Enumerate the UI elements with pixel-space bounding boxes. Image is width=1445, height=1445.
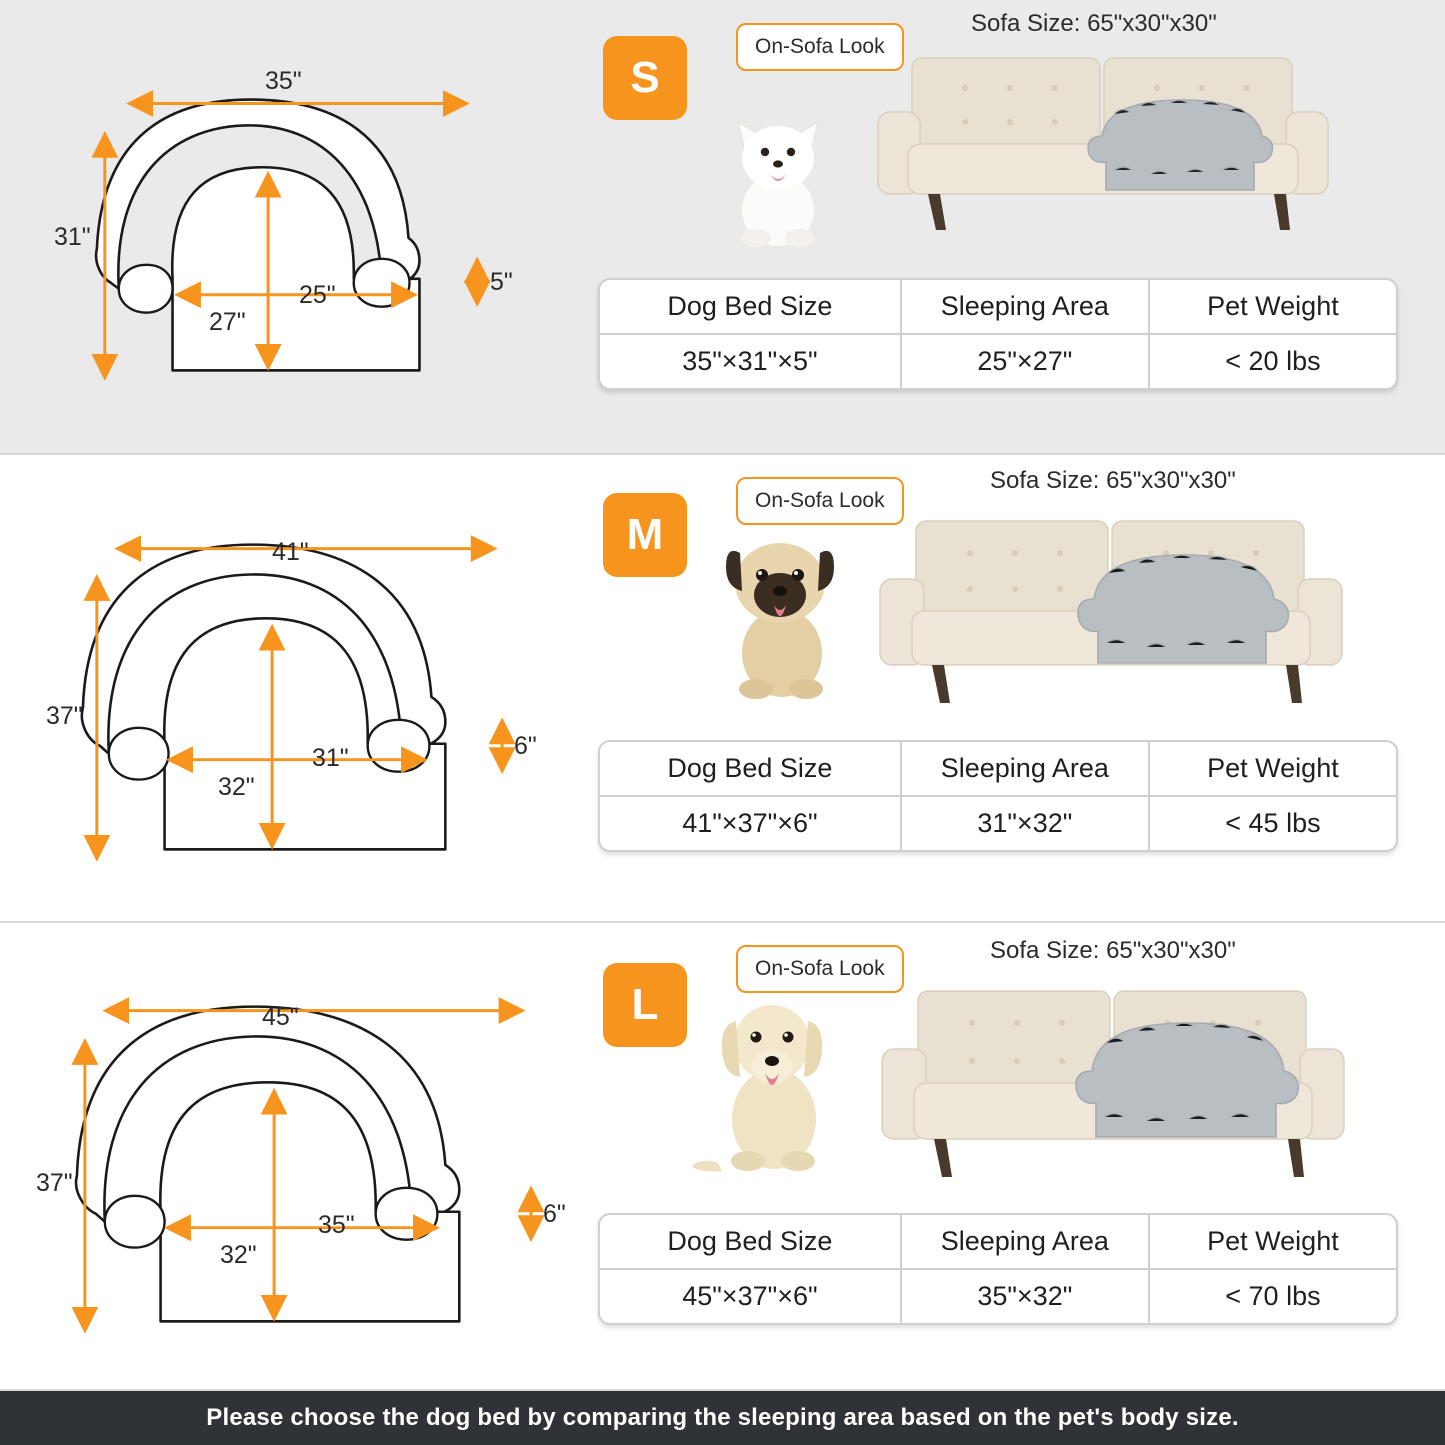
product-pane-large (590, 923, 1445, 1389)
header-dog-bed-size: Dog Bed Size (600, 280, 902, 333)
value-pet-weight: < 70 lbs (1225, 1281, 1321, 1311)
dim-bolster-medium: 6" (514, 732, 537, 760)
pomeranian-dog-icon (718, 100, 838, 250)
dim-inner-width-small: 25" (299, 281, 336, 309)
product-pane-medium (590, 455, 1445, 921)
dim-width-large: 45" (262, 1003, 299, 1031)
sofa-size-label-small: Sofa Size: 65"x30"x30" (971, 10, 1217, 37)
header-sleeping-area: Sleeping Area (902, 280, 1150, 333)
header-pet-weight: Pet Weight (1207, 1226, 1339, 1256)
bed-diagram-large (0, 923, 590, 1389)
size-badge-small: S (603, 36, 687, 120)
table-row (600, 1270, 1396, 1323)
dim-bolster-large: 6" (543, 1200, 566, 1228)
value-pet-weight: < 45 lbs (1225, 808, 1321, 838)
header-sleeping-area: Sleeping Area (902, 1215, 1150, 1268)
dim-height-large: 37" (36, 1169, 73, 1197)
size-row-small (0, 0, 1445, 455)
value-sleeping-area: 25"×27" (902, 335, 1150, 388)
dim-inner-width-medium: 31" (312, 744, 349, 772)
value-pet-weight: < 20 lbs (1225, 346, 1321, 376)
header-pet-weight: Pet Weight (1207, 291, 1339, 321)
header-pet-weight: Pet Weight (1207, 753, 1339, 783)
pug-dog-icon (700, 523, 860, 703)
dim-width-medium: 41" (272, 538, 309, 566)
product-pane-small (590, 0, 1445, 453)
sofa-size-label-large: Sofa Size: 65"x30"x30" (990, 937, 1236, 964)
dim-height-medium: 37" (46, 702, 83, 730)
header-dog-bed-size: Dog Bed Size (600, 1215, 902, 1268)
sofa-with-bed-small (870, 40, 1360, 240)
dim-width-small: 35" (265, 67, 302, 95)
spec-table-large (598, 1213, 1398, 1325)
bed-diagram-medium (0, 455, 590, 921)
spec-table-small (598, 278, 1398, 390)
sofa-with-bed-medium (872, 503, 1372, 713)
dim-inner-width-large: 35" (318, 1211, 355, 1239)
spec-table-medium (598, 740, 1398, 852)
bed-diagram-pane-medium (0, 455, 590, 921)
table-header-row (600, 1215, 1396, 1270)
size-row-medium (0, 455, 1445, 923)
value-dog-bed-size: 45"×37"×6" (600, 1270, 902, 1323)
on-sofa-look-label-small: On-Sofa Look (736, 23, 904, 71)
value-sleeping-area: 31"×32" (902, 797, 1150, 850)
header-sleeping-area: Sleeping Area (902, 742, 1150, 795)
on-sofa-look-label-large: On-Sofa Look (736, 945, 904, 993)
bed-diagram-pane-large (0, 923, 590, 1389)
value-sleeping-area: 35"×32" (902, 1270, 1150, 1323)
size-badge-large: L (603, 963, 687, 1047)
labrador-dog-icon (688, 981, 858, 1181)
dim-inner-height-medium: 32" (218, 773, 255, 801)
size-badge-medium: M (603, 493, 687, 577)
table-row (600, 335, 1396, 388)
header-dog-bed-size: Dog Bed Size (600, 742, 902, 795)
table-header-row (600, 742, 1396, 797)
sofa-size-label-medium: Sofa Size: 65"x30"x30" (990, 467, 1236, 494)
value-dog-bed-size: 41"×37"×6" (600, 797, 902, 850)
dim-height-small: 31" (54, 223, 91, 251)
dim-inner-height-small: 27" (209, 308, 246, 336)
size-row-large (0, 923, 1445, 1391)
table-header-row (600, 280, 1396, 335)
sofa-with-bed-large (874, 973, 1374, 1188)
dim-bolster-small: 5" (490, 268, 513, 296)
bed-diagram-pane-small (0, 0, 590, 453)
footer-note: Please choose the dog bed by comparing the sleeping area based on the pet's body size. (0, 1391, 1445, 1445)
value-dog-bed-size: 35"×31"×5" (600, 335, 902, 388)
table-row (600, 797, 1396, 850)
dim-inner-height-large: 32" (220, 1241, 257, 1269)
on-sofa-look-label-medium: On-Sofa Look (736, 477, 904, 525)
